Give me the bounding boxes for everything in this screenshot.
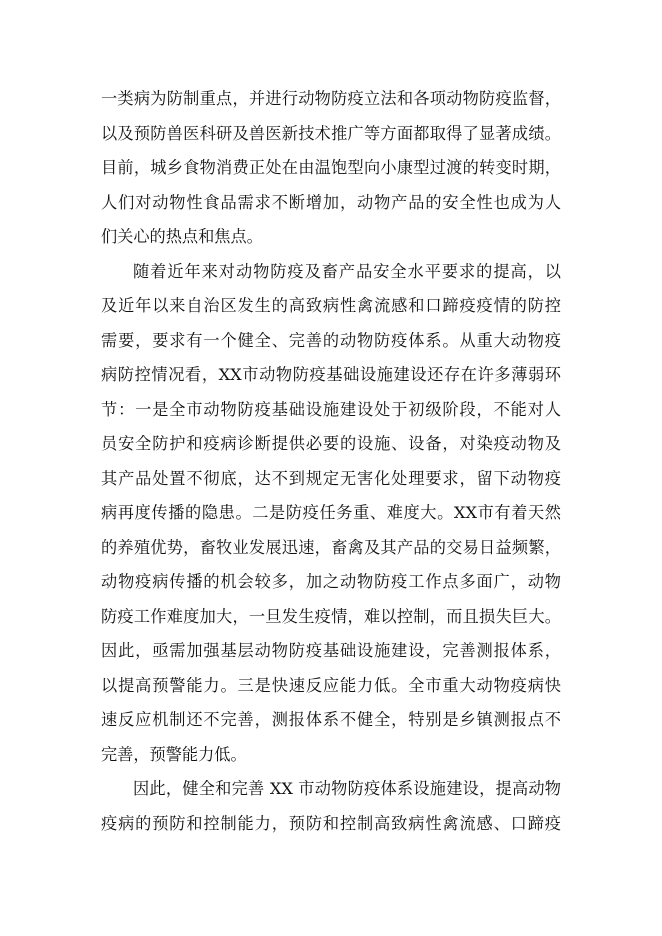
text-line: 防疫工作难度加大，一旦发生疫情，难以控制，而且损失巨大。 (101, 607, 561, 626)
text-line: 及近年以来自治区发生的高致病性禽流感和口蹄疫疫情的防控 (101, 296, 561, 315)
text-line: 病再度传播的隐患。二是防疫任务重、难度大。XX市有着天然 (101, 503, 561, 522)
text-line: 以及预防兽医科研及兽医新技术推广等方面都取得了显著成绩。 (101, 124, 561, 143)
paragraph-first-line: 随着近年来对动物防疫及畜产品安全水平要求的提高，以 (133, 262, 561, 281)
text-line: 疫病的预防和控制能力，预防和控制高致病性禽流感、口蹄疫 (101, 814, 561, 833)
text-line: 一类病为防制重点，并进行动物防疫立法和各项动物防疫监督， (101, 89, 561, 108)
text-line: 目前，城乡食物消费正处在由温饱型向小康型过渡的转变时期， (101, 158, 561, 177)
text-line: 以提高预警能力。三是快速反应能力低。全市重大动物疫病快 (101, 676, 561, 695)
text-line: 需要，要求有一个健全、完善的动物防疫体系。从重大动物疫 (101, 331, 561, 350)
paragraph-first-line: 因此，健全和完善 XX 市动物防疫体系设施建设，提高动物 (133, 779, 561, 798)
text-line: 病防控情况看，XX市动物防疫基础设施建设还存在许多薄弱环 (101, 365, 561, 384)
text-line: 人们对动物性食品需求不断增加，动物产品的安全性也成为人 (101, 193, 561, 212)
text-line: 速反应机制还不完善，测报体系不健全，特别是乡镇测报点不 (101, 710, 561, 729)
text-line: 因此，亟需加强基层动物防疫基础设施建设，完善测报体系， (101, 641, 561, 660)
text-line: 们关心的热点和焦点。 (101, 227, 263, 246)
text-line: 节：一是全市动物防疫基础设施建设处于初级阶段，不能对人 (101, 400, 561, 419)
text-line: 完善，预警能力低。 (101, 745, 247, 764)
text-line: 其产品处置不彻底，达不到规定无害化处理要求，留下动物疫 (101, 469, 561, 488)
text-line: 动物疫病传播的机会较多，加之动物防疫工作点多面广，动物 (101, 572, 561, 591)
text-line: 员安全防护和疫病诊断提供必要的设施、设备，对染疫动物及 (101, 434, 561, 453)
text-line: 的养殖优势，畜牧业发展迅速，畜禽及其产品的交易日益频繁， (101, 538, 561, 557)
